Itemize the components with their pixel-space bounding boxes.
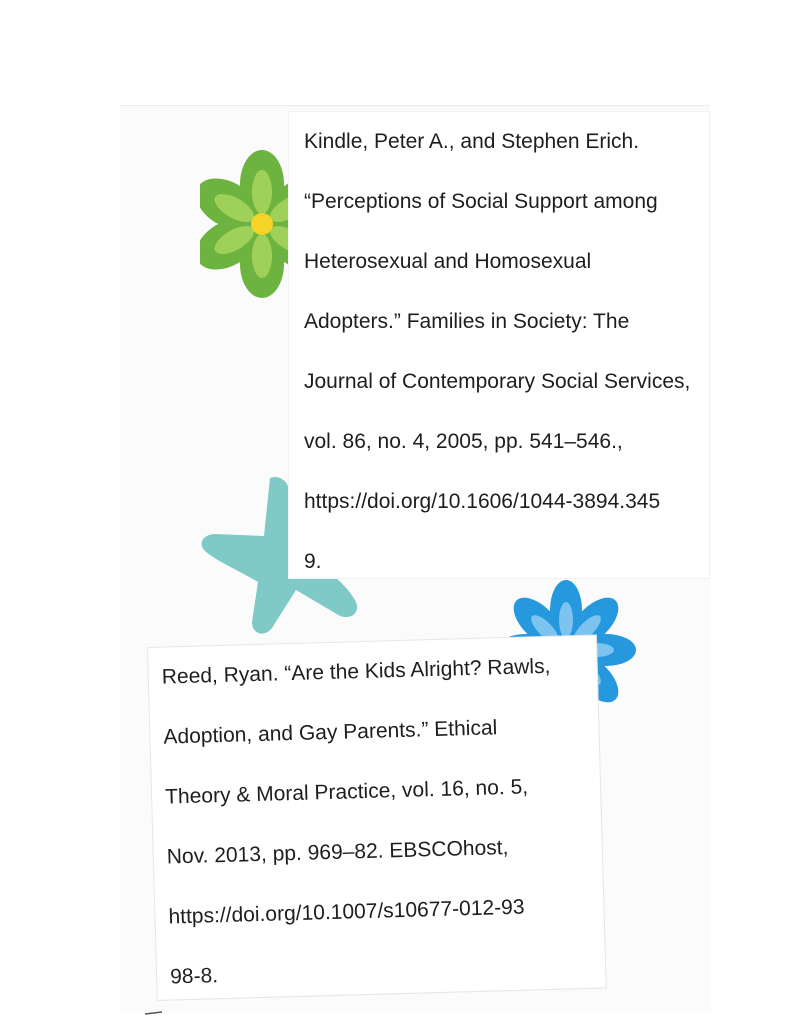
citation-line: Journal of Contemporary Social Services,	[304, 370, 691, 393]
citation-line: Heterosexual and Homosexual	[304, 250, 592, 273]
citation-line: vol. 86, no. 4, 2005, pp. 541–546.,	[304, 430, 623, 453]
pen-mark	[144, 1010, 164, 1016]
citation-line: Theory & Moral Practice, vol. 16, no. 5,	[164, 775, 529, 809]
citation-doi-line: https://doi.org/10.1007/s10677-012-93	[168, 895, 525, 929]
citation-line: Nov. 2013, pp. 969–82. EBSCOhost,	[166, 836, 509, 869]
citation-line: Reed, Ryan. “Are the Kids Alright? Rawls,	[161, 654, 551, 689]
citation-line: Adopters.” Families in Society: The	[304, 310, 630, 333]
citation-doi-line: https://doi.org/10.1606/1044-3894.345	[304, 490, 661, 513]
citation-doi-line: 9.	[304, 550, 322, 573]
citation-line: Adoption, and Gay Parents.” Ethical	[163, 716, 498, 749]
citation-doi-line: 98-8.	[169, 964, 219, 989]
citation-line: “Perceptions of Social Support among	[304, 190, 658, 213]
citation-card-reed	[148, 635, 606, 999]
citation-line: Kindle, Peter A., and Stephen Erich.	[304, 130, 640, 153]
citation-card-kindle	[289, 112, 709, 578]
